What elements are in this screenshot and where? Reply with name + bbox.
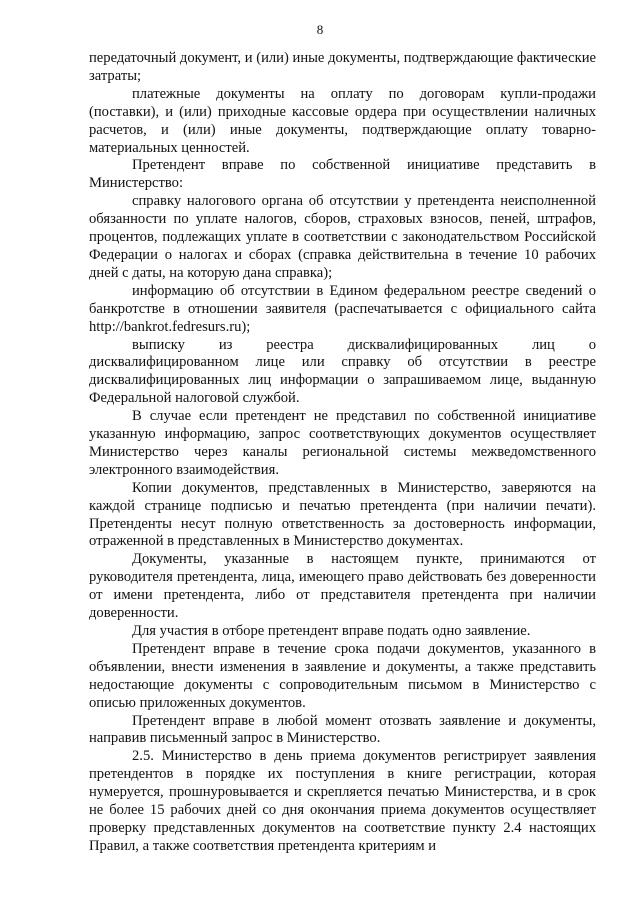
paragraph: Претендент вправе по собственной инициативе представить в Министерство: [89,157,596,192]
paragraph: платежные документы на оплату по договорам купли-продажи (поставки), и (или) приходные кассовые ордера при осуществлении наличных расчетов, и (или) иные документы, подтверждающие оплату товарно-материальных ценностей. [89,85,596,156]
paragraph: Документы, указанные в настоящем пункте, принимаются от руководителя претендента, лица, имеющего право действовать без доверенности от имени претендента, либо от представителя претендента при наличии доверенности. [89,551,596,622]
paragraph: передаточный документ, и (или) иные документы, подтверждающие фактические затраты; [89,50,596,84]
paragraph: выписку из реестра дисквалифицированных лиц о дисквалифицированном лице или справку об отсутствии в реестре дисквалифицированных лиц информации о запрашиваемом лице, выданную Федеральной налоговой службой. [89,336,596,407]
page-number: 8 [316,22,324,37]
paragraph: В случае если претендент не представил по собственной инициативе указанную информацию, запрос соответствующих документов осуществляет Министерство через каналы региональной системы межведомственного электронного взаимодействия. [89,408,596,478]
paragraph: Для участия в отборе претендент вправе подать одно заявление. [132,623,531,639]
paragraph: Претендент вправе в любой момент отозвать заявление и документы, направив письменный запрос в Министерство. [89,712,596,747]
paragraph: справку налогового органа об отсутствии у претендента неисполненной обязанности по уплате налогов, сборов, страховых взносов, пеней, штрафов, процентов, подлежащих уплате в соответствии с законодательством Российской Федерации о налогах и сборах (справка действительна в течение 10 рабочих дней с даты, на которую дана справка); [89,193,596,281]
paragraph: информацию об отсутствии в Едином федеральном реестре сведений о банкротстве в отношении заявителя (распечатывается с официального сайта http://bankrot.fedresurs.ru); [89,282,596,335]
document-body [89,50,596,856]
paragraph: Претендент вправе в течение срока подачи документов, указанного в объявлении, внести изменения в заявление и документы, а также представить недостающие документы с сопроводительным письмом в Министерство с описью приложенных документов. [89,640,596,711]
paragraph: 2.5. Министерство в день приема документов регистрирует заявления претендентов в порядке их поступления в книге регистрации, которая нумеруется, прошнуровывается и скрепляется печатью Министерства, и в срок не более 15 рабочих дней со дня окончания приема документов осуществляет проверку представленных документов на соответствие пункту 2.4 настоящих Правил, а также соответствия претендента критериям и [89,748,596,854]
paragraph: Копии документов, представленных в Министерство, заверяются на каждой странице подписью и печатью претендента (при наличии печати). Претенденты несут полную ответственность за достоверность информации, отраженной в представленных в Министерство документах. [89,479,596,550]
